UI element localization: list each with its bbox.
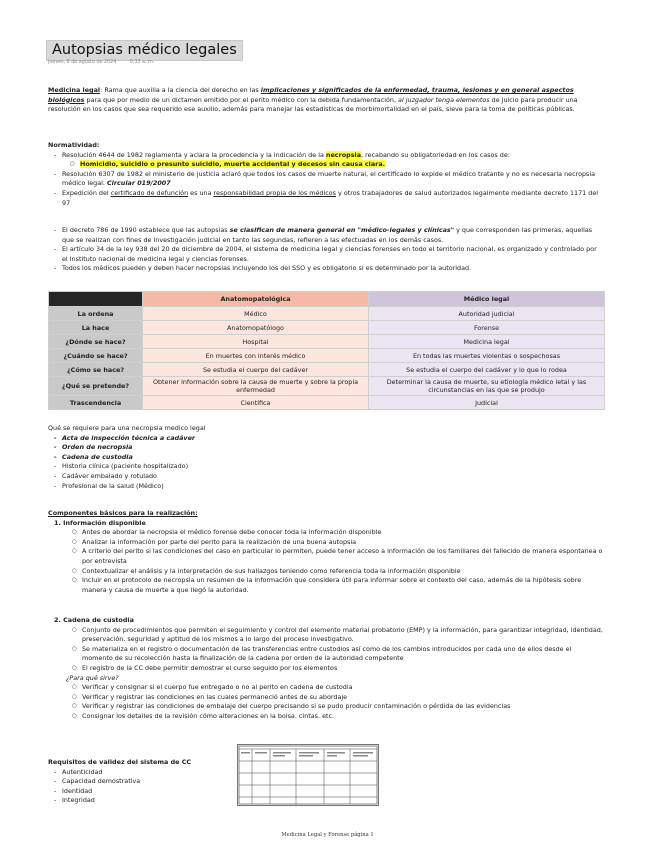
question-label: ¿Para qué sirve?: [66, 673, 119, 682]
page-title: Autopsias médico legales: [46, 40, 243, 61]
list-item: - Acta de inspección técnica a cadáver: [62, 434, 604, 444]
custody-form-graphic: [238, 745, 378, 805]
list-item: ○ Verificar y registrar las condiciones de embalaje del cuerpo precisando si se pudo producir contaminación o pérdida de las evidencias: [82, 702, 604, 712]
requisitos-heading: Qué se requiere para una necropsia medico legal: [48, 424, 206, 432]
list-item: - Expedición del certificado de defunción es una responsabilidad propia de los médicos y otros trabajadores de salud autorizados legalmente mediante decreto 1171 del 97: [62, 189, 604, 208]
list-item: - Autenticidad: [62, 768, 228, 778]
table-row: ¿Cómo se hace? Se estudia el cuerpo del cadáver Se estudia el cuerpo del cadáver y lo que lo rodea: [49, 363, 605, 377]
list-item: - Orden de necropsia: [62, 443, 604, 453]
table-row: Trascendencia Científica Judicial: [49, 396, 605, 410]
list-item: - Cadáver embalado y rotulado: [62, 472, 604, 482]
list-item: ○ Conjunto de procedimientos que permiten el seguimiento y control del elemento material probatorio (EMP) y la información, para garantizar integridad, identidad, preservación, seguridad y aptitud de los mismos a lo largo del proceso investigativo.: [82, 626, 604, 645]
list-item: - El decreto 786 de 1990 establece que las autopsias se clasifican de manera general en "médico-legales y clínicas" y que corresponden las primeras, aquellas que se realizan con fines de investigación judicial en tanto las segundas, refieren a las efectuadas en los demás casos.: [62, 226, 604, 245]
validez-section: [48, 758, 228, 806]
list-item: ○ A criterio del perito si las condiciones del caso en particular lo permiten, puede tener acceso a información de los familiares del fallecido de manera espontanea o por entrevista: [82, 547, 604, 566]
list-item: ○ Incluir en el protocolo de necropsia un resumen de la información que considera útil para informar sobre el contexto del caso, además de la hipótesis sobre manera y causa de muerte a que llegó la autoridad.: [82, 576, 604, 595]
intro-emphasis: implicaciones y significados de la enfermedad, trauma, lesiones y en general aspectos biológicos: [48, 86, 574, 104]
section-title-informacion: 1. Información disponible: [54, 518, 146, 527]
list-item: ○ Se materializa en el registro o documentación de las transferencias entre custodios así como de los cambios introducidos por cada uno de ellos desde el momento de su recolección hasta la finalización de la cadena por orden de la autoridad competente: [82, 645, 604, 664]
list-item: ○ Consignar los detalles de la revisión cómo alteraciones en la bolsa. cintas. etc.: [82, 712, 604, 722]
page-date: jueves, 8 de agosto de 2024: [48, 60, 117, 65]
normatividad-section: [48, 141, 604, 208]
list-item: - Cadena de custodia: [62, 453, 604, 463]
list-item: - Capacidad demostrativa: [62, 777, 228, 787]
table-header-anatomopatologica: Anatomopatológica: [143, 292, 369, 307]
componentes-heading: Componentes básicos para la realización:: [48, 509, 198, 517]
normatividad-heading: Normatividad:: [48, 141, 100, 149]
list-item: - Historia clínica (paciente hospitalizado): [62, 462, 604, 472]
table-header-corner: [49, 292, 143, 307]
decreto-section: [48, 226, 604, 274]
intro-paragraph: Medicina legal: Rama que auxilia a la ciencia del derecho en las implicaciones y significados de la enfermedad, trauma, lesiones y en general aspectos biológicos para que por medio de un dictamen emitido por el perito médico con la debida fundamentación, al juzgador tenga elementos de juicio para producir una resolución en los casos que sea requerido ese auxilio, además para manejar las estadisticas de morbimortalidad en el país, sieve para la toma de políticas públicas.: [48, 86, 578, 114]
comparison-table: [48, 291, 605, 410]
list-item: ○ Verificar y consignar si el cuerpo fue entregado o no al perito en cadena de custodia: [82, 683, 604, 693]
table-row: La ordena Médico Autoridad judicial: [49, 307, 605, 321]
list-item: - El artículo 34 de la ley 938 del 20 de diciembre de 2004, el sistema de medicina legal y ciencias forenses en todo el territorio nacional, es organizado y controlado por el Instituto nacional de medicina legal y ciencias forenses.: [62, 245, 604, 264]
table-header-medico-legal: Médico legal: [369, 292, 605, 307]
page-time: 0:33 a. m.: [129, 60, 155, 65]
list-item: ○ Antes de abordar la necropsia el médico forense debe conocer toda la información disponible: [82, 528, 604, 538]
list-item: - Integridad: [62, 796, 228, 806]
list-item: ○ Analizar la información por parte del perito para la realización de una buena autopsia: [82, 538, 604, 548]
cadena-section: [48, 616, 604, 722]
requisitos-necropsia-section: [48, 424, 604, 491]
list-item: - Resolución 6307 de 1982 el ministerio de justicia aclaró que todos los casos de muerte natural, el certificado lo expide el médico tratante y no es necesaria necropsia médico legal. Circular 019/2007: [62, 170, 604, 189]
intro-term: Medicina legal: [48, 86, 101, 94]
table-row: ¿Dónde se hace? Hospital Medicina legal: [49, 335, 605, 349]
list-item: - Profesional de la salud (Médico): [62, 482, 604, 492]
list-item: ○ Contextualizar el análisis y la interpretación de sus hallazgos teniendo como referencia toda la información disponible: [82, 567, 604, 577]
table-row: ¿Cuándo se hace? En muertes con interés médico En todas las muertes violentas o sospechosas: [49, 349, 605, 363]
list-item: ○ El registro de la CC debe permitir demostrar el curso seguido por los elementos: [82, 664, 604, 674]
section-title-cadena: 2. Cadena de custodia: [54, 616, 134, 624]
page-footer: Medicina Legal y Forense página 1: [281, 832, 374, 838]
page-meta: [48, 60, 166, 65]
custody-form-image: [237, 744, 379, 806]
table-header-row: [49, 292, 605, 307]
list-item: - Resolución 4644 de 1982 reglamenta y aclara la procedencia y la indicación de la necropsia, recabando su obligatoriedad en los casos de: ○ Homicidio, suicidio o presunto suicidio, muerte accidental y decesos sin causa clara.: [62, 151, 604, 170]
list-item: ○ Homicidio, suicidio o presunto suicidio, muerte accidental y decesos sin causa clara.: [80, 160, 604, 170]
normatividad-list: [48, 151, 604, 209]
table-row: La hace Anatomopatólogo Forense: [49, 321, 605, 335]
list-item: - Todos los médicos pueden y deben hacer necropsias incluyendo los del SSO y es obligatorio si es determinado por la autoridad.: [62, 264, 604, 274]
table-row: ¿Qué se pretende? Obtener información sobre la causa de muerte y sobre la propia enfermedad Determinar la causa de muerte, su etiología médico letal y las circunstancias en las que se produjo: [49, 377, 605, 396]
componentes-section: [48, 509, 604, 595]
list-item: ○ Verificar y registrar las condiciones en las cuales permaneció antes de su abordaje: [82, 693, 604, 703]
validez-heading: Requisitos de validez del sistema de CC: [48, 758, 192, 766]
list-item: - Identidad: [62, 787, 228, 797]
